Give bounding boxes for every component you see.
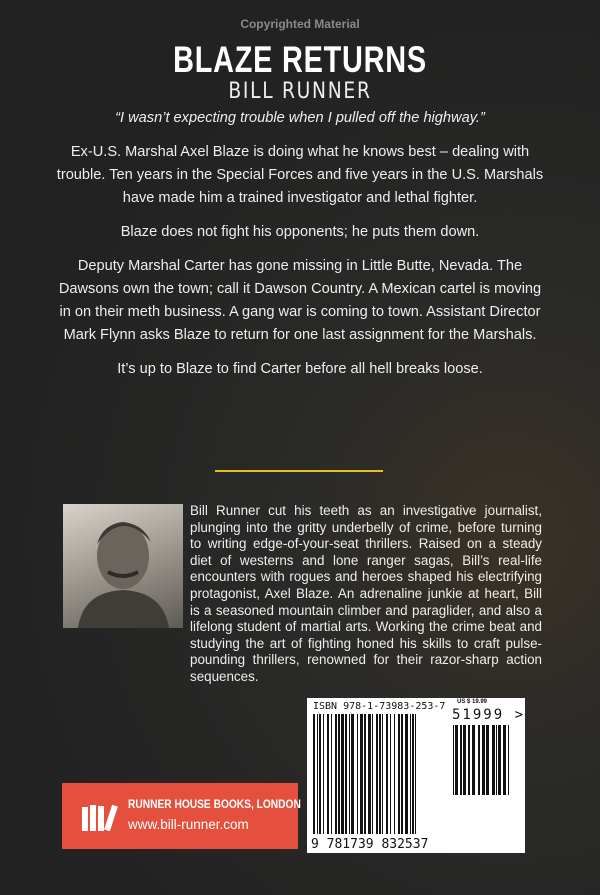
- barcode-bar: [453, 725, 454, 795]
- author-photo: [63, 504, 183, 628]
- ean-bars: [313, 714, 417, 834]
- price: US $ 19.99: [457, 699, 488, 705]
- barcode-bar: [503, 725, 506, 795]
- barcode-bar: [478, 725, 480, 795]
- barcode-bar: [379, 714, 381, 834]
- blurb: [55, 107, 545, 392]
- publisher-box: [62, 783, 301, 849]
- barcode-bar: [460, 725, 462, 795]
- barcode-bar: [412, 714, 414, 834]
- barcode-bar: [335, 714, 337, 834]
- barcode-bar: [345, 714, 347, 834]
- barcode-bar: [319, 714, 321, 834]
- author-bio: Bill Runner cut his teeth as an investigative journalist, plunging into the gritty underbelly of crime, before turning to writing edge-of-your-seat thrillers. Raised on a steady diet of westerns and lone ranger sagas, Bill’s real-life encounters with rogues and heroes shaped his electrifying protagonist, Axel Blaze. An adrenaline junkie at heart, Bill is a seasoned mountain climber and paraglider, and also a lifelong student of martial arts. Working the crime beat and studying the art of fighting honed his skills to craft pulse-pounding thrillers, renowned for their razor-sharp action sequences.: [190, 503, 542, 684]
- barcode-bar: [357, 714, 358, 834]
- barcode-bar: [390, 714, 391, 834]
- barcode-bar: [508, 725, 509, 795]
- barcode-bar: [382, 714, 383, 834]
- barcode-bar: [455, 725, 458, 795]
- barcode-bar: [482, 725, 485, 795]
- barcode-bar: [323, 714, 324, 834]
- barcode-bar: [468, 725, 470, 795]
- barcode-bar: [341, 714, 344, 834]
- barcode-bar: [410, 714, 411, 834]
- barcode: [307, 698, 525, 853]
- barcode-bar: [498, 725, 501, 795]
- barcode-bar: [486, 725, 489, 795]
- barcode-bar: [376, 714, 378, 834]
- price-code: 51999 >: [452, 707, 526, 723]
- blurb-paragraph: Blaze does not fight his opponents; he puts them down.: [120, 224, 480, 240]
- barcode-bar: [327, 714, 329, 834]
- barcode-bar: [317, 714, 318, 834]
- price-bars: [453, 725, 509, 795]
- barcode-bar: [368, 714, 371, 834]
- barcode-bar: [415, 714, 416, 834]
- publisher-name: RUNNER HOUSE BOOKS, LONDON: [128, 797, 301, 811]
- divider: [215, 470, 383, 472]
- barcode-bar: [405, 714, 408, 834]
- blurb-paragraph: Ex-U.S. Marshal Axel Blaze is doing what he knows best – dealing with trouble. Ten years in the Special Forces and five years in the U.S. Marshals have made him a trained investigator and lethal fighter.: [56, 144, 544, 206]
- blurb-quote: “I wasn’t expecting trouble when I pulled off the highway.”: [115, 110, 485, 126]
- barcode-bar: [364, 714, 366, 834]
- barcode-bar: [496, 725, 497, 795]
- barcode-bar: [351, 714, 354, 834]
- barcode-bar: [360, 714, 363, 834]
- blurb-paragraph: It’s up to Blaze to find Carter before all hell breaks loose.: [117, 361, 483, 377]
- ean-number: 9 781739 832537: [311, 837, 429, 852]
- barcode-bar: [492, 725, 495, 795]
- barcode-bar: [463, 725, 466, 795]
- barcode-bar: [394, 714, 395, 834]
- copyright-watermark: Copyrighted Material: [240, 17, 360, 31]
- books-icon: [82, 803, 122, 831]
- book-author: BILL RUNNER: [228, 79, 372, 104]
- barcode-bar: [372, 714, 373, 834]
- barcode-bar: [398, 714, 400, 834]
- barcode-bar: [313, 714, 315, 834]
- barcode-bar: [386, 714, 388, 834]
- isbn: ISBN 978-1-73983-253-7: [313, 701, 446, 712]
- book-title: BLAZE RETURNS: [173, 39, 427, 80]
- barcode-bar: [349, 714, 350, 834]
- publisher-url[interactable]: www.bill-runner.com: [128, 817, 249, 832]
- blurb-paragraph: Deputy Marshal Carter has gone missing in Little Butte, Nevada. The Dawsons own the town; call it Dawson Country. A Mexican cartel is moving in on their meth business. A gang war is coming to town. Assistant Director Mark Flynn asks Blaze to return for one last assignment for the Marshals.: [58, 258, 542, 343]
- barcode-bar: [338, 714, 340, 834]
- barcode-bar: [331, 714, 332, 834]
- barcode-bar: [401, 714, 403, 834]
- barcode-bar: [472, 725, 475, 795]
